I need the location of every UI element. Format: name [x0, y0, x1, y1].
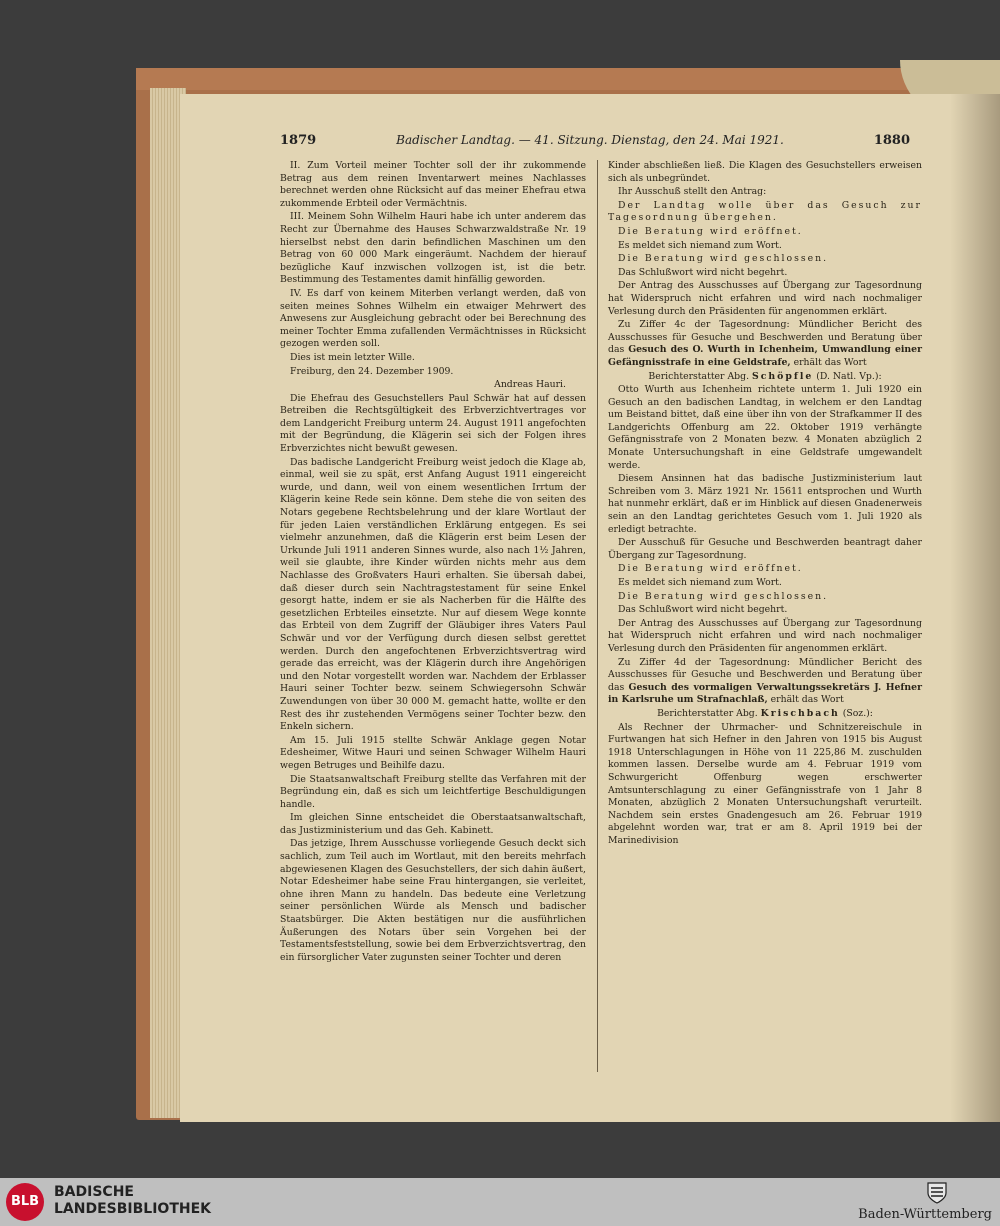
rapporteur-name: Schöpfle	[751, 370, 814, 382]
library-name-line1: BADISCHE	[54, 1184, 134, 1200]
procedure-line: Das Schlußwort wird nicht begehrt.	[618, 604, 788, 616]
paragraph: Das badische Landgericht Freiburg weist jedoch die Klage ab, einmal, weil sie zu spät, erst Anfang August 1911 eingereicht wurde, und dann, weil von einem wesentlichen Irrtum der Klägerin keine Rede sein könne. Dem stehe die von seiten des Notars gegebene Rechtsbelehrung und der klare Wortlaut der für jeden Laien verständlichen Erklärung entgegen. Es sei vielmehr anzunehmen, daß die Klägerin erst beim Lesen der Urkunde Juli 1911 anderen Sinnes wurde, also nach 1½ Jahren, weil sie glaubte, ihre Kinder würden nichts mehr aus dem Nachlasse des Großvaters Hauri erhalten. Sie übersah dabei, daß dieser durch sein Nachtragstestament für seine Enkel gesorgt hatte, indem er sie als Nacherben für die Hälfte des gesetzlichen Erbteiles einsetzte. Nur auf diesem Wege konnte das Erbteil von dem Zugriff der Gläubiger ihres Vaters Paul Schwär und vor der Verfügung durch diesen selbst gerettet werden. Durch den angefochtenen Erbverzichtsvertrag wird gerade das erreicht, was der Klägerin durch ihre Angehörigen und den Notar vorgestellt worden war. Nachdem der Erblasser Hauri seiner Tochter bezw. seinem Schwiegersohn Schwär Zuwendungen von über 30 000 M. gemacht hatte, wollte er den Rest des ihr zustehenden Vermögens seiner Tochter bezw. den Enkeln sichern.	[280, 456, 586, 733]
paragraph: Kinder abschließen ließ. Die Klagen des Gesuchstellers erweisen sich als unbegründet.	[608, 160, 922, 184]
procedure-line: Die Beratung wird geschlossen.	[618, 253, 829, 265]
agenda-subject: Gesuch des O. Wurth in Ichenheim, Umwandlung einer Gefängnisstrafe in eine Geldstrafe,	[608, 344, 922, 368]
gutter-shadow	[950, 94, 1000, 1122]
agenda-subject: Gesuch des vormaligen Verwaltungssekretärs J. Hefner in Karlsruhe um Strafnachlaß,	[608, 681, 922, 706]
agenda-outro: erhält das Wort	[767, 694, 844, 706]
procedure-line: Die Beratung wird eröffnet.	[618, 563, 803, 575]
procedure-line: Das Schlußwort wird nicht begehrt.	[618, 266, 788, 278]
agenda-outro: erhält das Wort	[790, 356, 867, 368]
running-title: Badischer Landtag. — 41. Sitzung. Dienstag, den 24. Mai 1921.	[396, 133, 784, 147]
paragraph: Ihr Ausschuß stellt den Antrag:	[618, 186, 767, 198]
paragraph: Dies ist mein letzter Wille.	[290, 351, 415, 363]
agenda-item-4d	[608, 657, 922, 707]
blb-logo[interactable]: BLB	[6, 1183, 44, 1221]
library-name	[54, 1184, 211, 1218]
paragraph: Diesem Ansinnen hat das badische Justizministerium laut Schreiben vom 3. März 1921 Nr. 15611 entsprochen und Wurth hat nunmehr erklärt, daß er im Hinblick auf diesen Gnadenerweis sein an den Landtag gerichtetes Gesuch vom 1. Juli 1920 als erledigt betrachte.	[608, 473, 922, 535]
paragraph: Freiburg, den 24. Dezember 1909.	[290, 365, 454, 377]
page-number-left: 1879	[280, 133, 317, 148]
rapporteur-party: (Soz.):	[839, 707, 873, 719]
page-header	[280, 133, 910, 153]
rapporteur-line	[608, 371, 922, 384]
procedure-line: Die Beratung wird eröffnet.	[618, 225, 803, 237]
procedure-line: Die Beratung wird geschlossen.	[618, 590, 829, 602]
paragraph: III. Meinem Sohn Wilhelm Hauri habe ich unter anderem das Recht zur Übernahme des Hauses Schwarzwaldstraße Nr. 19 hierselbst nebst den darin befindlichen Maschinen um den Betrag von 60 000 Mark eingeräumt. Nachdem der hierauf bezügliche Kauf inzwischen vollzogen ist, ist die betr. Bestimmung des Testamentes damit hinfällig geworden.	[280, 211, 586, 286]
agenda-intro: Zu Ziffer 4c der Tagesordnung: Mündlicher Bericht des Ausschusses für Gesuche und Beschwerden und Beratung über das	[608, 319, 922, 356]
coat-of-arms-icon	[926, 1181, 948, 1205]
procedure-line: Es meldet sich niemand zum Wort.	[618, 239, 782, 251]
rapporteur-label: Berichterstatter Abg.	[657, 707, 761, 719]
agenda-item-4c	[608, 319, 922, 369]
state-name: Baden-Württemberg	[858, 1207, 992, 1222]
paragraph: Der Antrag des Ausschusses auf Übergang zur Tagesordnung hat Widerspruch nicht erfahren und wird nach nochmaliger Verlesung durch den Präsidenten für angenommen erklärt.	[608, 617, 922, 654]
paragraph: Otto Wurth aus Ichenheim richtete unterm 1. Juli 1920 ein Gesuch an den badischen Landtag, in welchem er den Landtag um Beistand bittet, daß eine über ihn von der Strafkammer II des Landgerichts Offenburg am 22. Oktober 1919 verhängte Gefängnisstrafe von 2 Monaten bezw. 4 Monaten abzüglich 2 Monate Untersuchungshaft in eine Geldstrafe umgewandelt werde.	[608, 384, 922, 471]
agenda-intro: Zu Ziffer 4d der Tagesordnung: Mündlicher Bericht des Ausschusses für Gesuche und Beschwerden und Beratung über das	[608, 656, 922, 693]
page-number-right: 1880	[873, 133, 910, 148]
rapporteur-line	[608, 708, 922, 721]
book-cover-edge	[136, 68, 916, 90]
footer-bar	[0, 1178, 1000, 1226]
paragraph: Im gleichen Sinne entscheidet die Oberstaatsanwaltschaft, das Justizministerium und das Geh. Kabinett.	[280, 812, 586, 836]
motion-text: Der Landtag wolle über das Gesuch zur Tagesordnung übergehen.	[608, 199, 922, 224]
paragraph: Am 15. Juli 1915 stellte Schwär Anklage gegen Notar Edesheimer, Witwe Hauri und seinen Schwager Wilhelm Hauri wegen Betruges und Beihilfe dazu.	[280, 734, 586, 771]
paragraph: Die Ehefrau des Gesuchstellers Paul Schwär hat auf dessen Betreiben die Rechtsgültigkeit des Erbverzichtvertrages vor dem Landgericht Freiburg unterm 24. August 1911 angefochten mit der Begründung, die Klägerin sei sich der Folgen ihres Erbverzichtes nicht bewußt gewesen.	[280, 392, 586, 455]
column-rule	[597, 160, 598, 1072]
rapporteur-name: Krischbach	[760, 707, 840, 719]
paragraph: II. Zum Vorteil meiner Tochter soll der ihr zukommende Betrag aus dem reinen Inventarwert meines Nachlasses berechnet werden ohne Rücksicht auf das meiner Ehefrau etwa zukommende Erbteil oder Vermächtnis.	[280, 160, 586, 209]
procedure-line: Es meldet sich niemand zum Wort.	[618, 577, 782, 588]
paragraph: Der Antrag des Ausschusses auf Übergang zur Tagesordnung hat Widerspruch nicht erfahren und wird nach nochmaliger Verlesung durch den Präsidenten für angenommen erklärt.	[608, 280, 922, 317]
paragraph: Als Rechner der Uhrmacher- und Schnitzereischule in Furtwangen hat sich Hefner in den Jahren von 1915 bis August 1918 Unterschlagungen in Höhe von 11 225,86 M. zuschulden kommen lassen. Derselbe wurde am 4. Februar 1919 vom Schwurgericht Offenburg wegen erschwerter Amtsunterschlagung zu einer Gefängnisstrafe von 1 Jahr 8 Monaten, abzüglich 2 Monaten Untersuchungshaft verurteilt. Nachdem sein erstes Gnadengesuch am 26. Februar 1919 abgelehnt worden war, trat er am 8. April 1919 bei der Marinedivision	[608, 721, 922, 846]
rapporteur-label: Berichterstatter Abg.	[648, 370, 752, 382]
paragraph: Das jetzige, Ihrem Ausschusse vorliegende Gesuch deckt sich sachlich, zum Teil auch im Wortlaut, mit den bereits mehrfach abgewiesenen Klagen des Gesuchstellers, der sich dahin äußert, Notar Edesheimer habe seine Frau hintergangen, sie verleitet, ohne ihren Mann zu handeln. Das bedeute eine Verletzung seiner persönlichen Würde als Mensch und badischer Staatsbürger. Die Akten bestätigen nur die ausführlichen Äußerungen des Notars über sein Vorgehen bei der Testamentsfeststellung, sowie bei dem Erbverzichtsvertrag, den ein fürsorglicher Vater zugunsten seiner Tochter und deren	[280, 838, 586, 963]
left-column	[280, 160, 586, 965]
library-name-line2: LANDESBIBLIOTHEK	[54, 1201, 212, 1217]
rapporteur-party: (D. Natl. Vp.):	[813, 370, 882, 382]
paragraph: Die Staatsanwaltschaft Freiburg stellte das Verfahren mit der Begründung ein, daß es sich um leichtfertige Beschuldigungen handle.	[280, 773, 586, 810]
paragraph: IV. Es darf von keinem Miterben verlangt werden, daß von seiten meines Sohnes Wilhelm ein etwaiger Mehrwert des Anwesens zur Ausgleichung gebracht oder bei Berechnung des meiner Tochter Emma zufallenden Vermächtnisses in Rücksicht gezogen werden soll.	[280, 287, 586, 350]
paragraph: Der Ausschuß für Gesuche und Beschwerden beantragt daher Übergang zur Tagesordnung.	[608, 537, 922, 561]
signature: Andreas Hauri.	[494, 379, 566, 391]
right-column	[608, 160, 922, 848]
